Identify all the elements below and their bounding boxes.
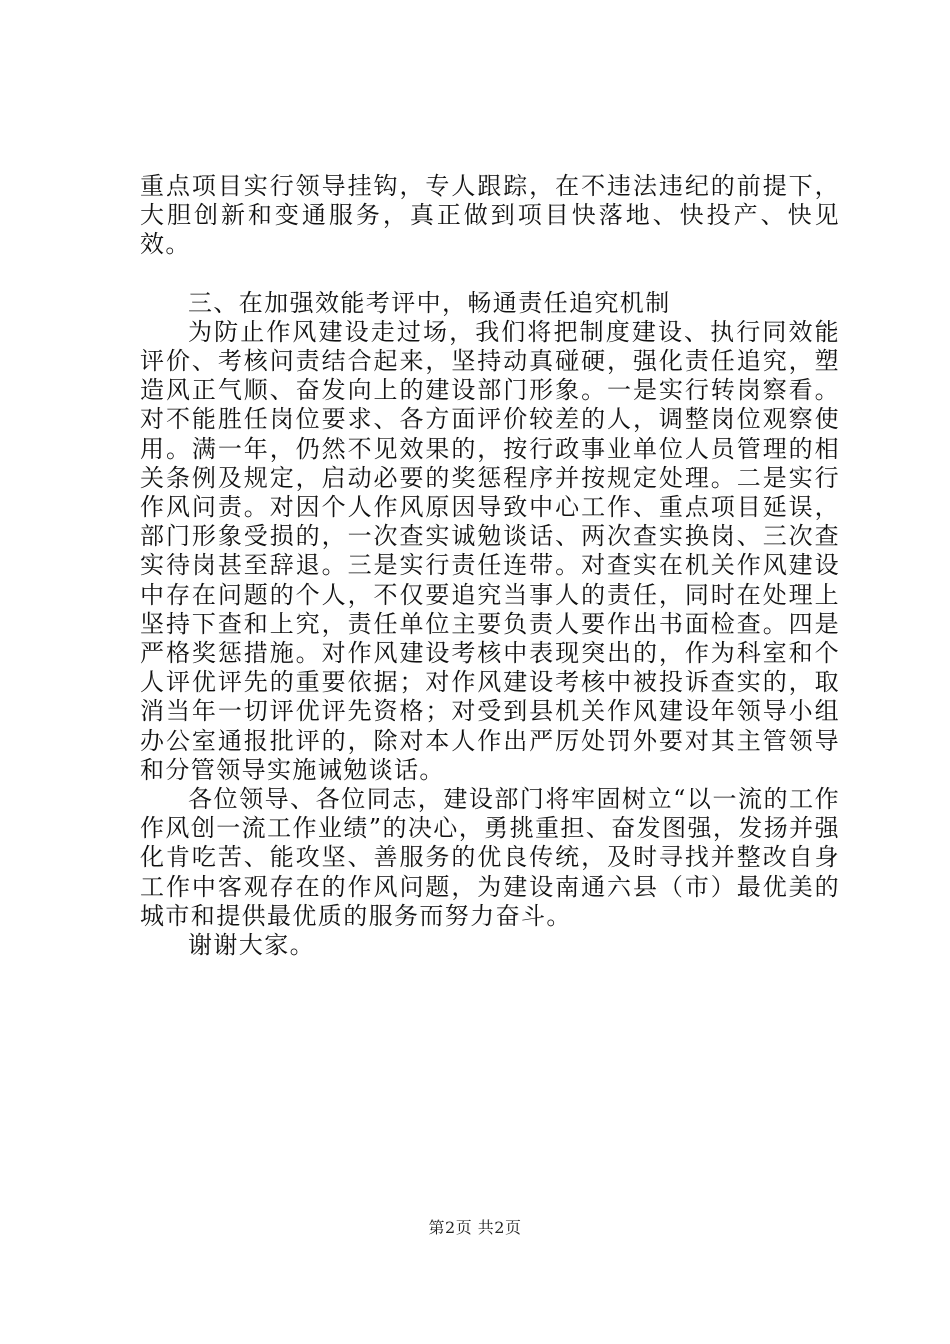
paragraph-closing: 各位领导、各位同志，建设部门将牢固树立“以一流的工作作风创一流工作业绩”的决心，勇挑重担、奋发图强，发扬并强化肯吃苦、能攻坚、善服务的优良传统，及时寻找并整改自身工作中客观存在的作风问题，为建设南通六县（市）最优美的城市和提供最优质的服务而努力奋斗。 [140,785,840,930]
paragraph-thanks: 谢谢大家。 [188,931,315,960]
paragraph-continued: 重点项目实行领导挂钩，专人跟踪，在不违法违纪的前提下，大胆创新和变通服务，真正做到项目快落地、快投产、快见效。 [140,172,840,259]
document-body [140,172,840,960]
page-footer: 第2页 共2页 [428,1218,522,1237]
section-heading: 三、在加强效能考评中，畅通责任追究机制 [188,288,671,317]
paragraph-accountability: 为防止作风建设走过场，我们将把制度建设、执行同效能评价、考核问责结合起来，坚持动真碰硬，强化责任追究，塑造风正气顺、奋发向上的建设部门形象。一是实行转岗察看。对不能胜任岗位要求、各方面评价较差的人，调整岗位观察使用。满一年，仍然不见效果的，按行政事业单位人员管理的相关条例及规定，启动必要的奖惩程序并按规定处理。二是实行作风问责。对因个人作风原因导致中心工作、重点项目延误，部门形象受损的，一次查实诚勉谈话、两次查实换岗、三次查实待岗甚至辞退。三是实行责任连带。对查实在机关作风建设中存在问题的个人，不仅要追究当事人的责任，同时在处理上坚持下查和上究，责任单位主要负责人要作出书面检查。四是严格奖惩措施。对作风建设考核中表现突出的，作为科室和个人评优评先的重要依据；对作风建设考核中被投诉查实的，取消当年一切评优评先资格；对受到县机关作风建设年领导小组办公室通报批评的，除对本人作出严厉处罚外要对其主管领导和分管领导实施诫勉谈话。 [140,317,840,784]
paragraph-gap [140,260,840,289]
